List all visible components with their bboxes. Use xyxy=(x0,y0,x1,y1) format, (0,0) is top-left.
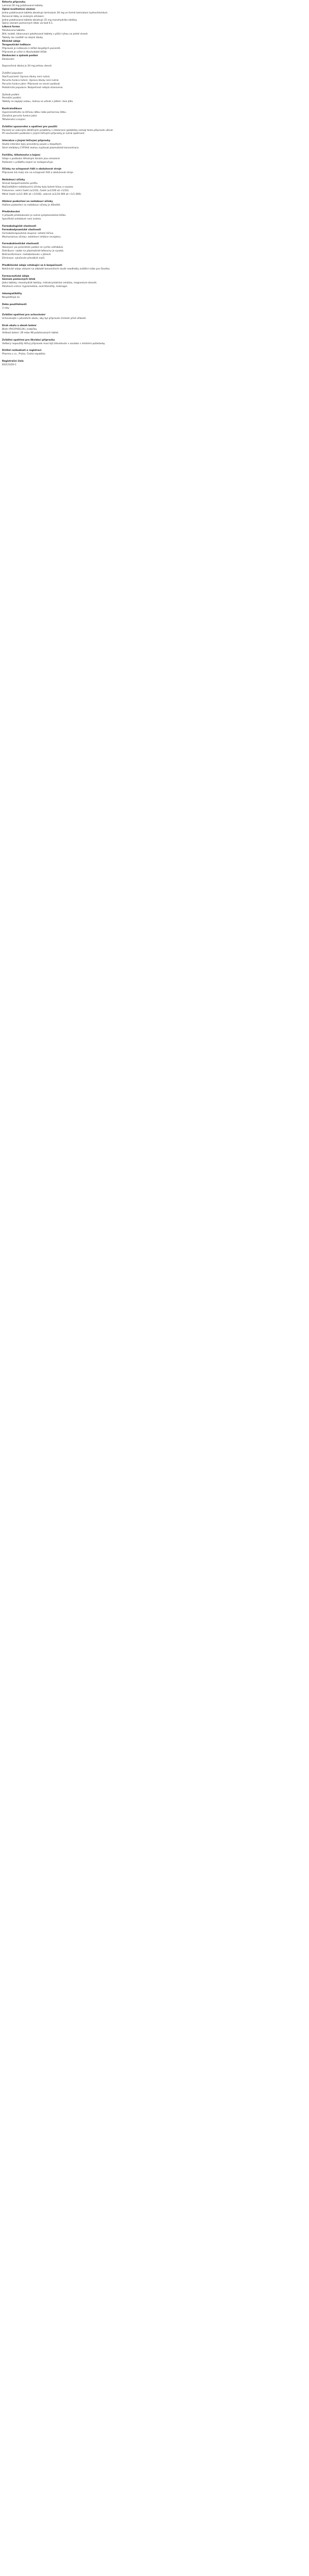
spacer xyxy=(2,122,213,126)
section-heading: Hlášení podezření na nežádoucí účinky xyxy=(2,200,53,203)
text-line: Hypersenzitivita na léčivou látku nebo pomocnou látku. xyxy=(2,111,67,114)
spacer xyxy=(2,104,213,108)
text-line: Starší pacienti: Úprava dávky není nutná. xyxy=(2,76,50,78)
text-line: Tablety se zapíjejí vodou, mohou se užívat s jídlem i bez jídla. xyxy=(2,100,74,104)
section-heading: Farmaceutické údaje xyxy=(2,275,29,278)
text-line: Závažná porucha funkce jater. xyxy=(2,114,38,117)
text-line: Přípravek je indikován k léčbě dospělých pacientů. xyxy=(2,47,61,50)
text-line: V případě předávkování je nutná symptomatická léčba. xyxy=(2,214,66,217)
section-heading: Terapeutické indikace xyxy=(2,43,31,46)
section-heading: Zvláštní opatření pro likvidaci přípravku xyxy=(2,338,55,342)
text-line: Při současném podávání s jinými léčivými přípravky je nutná opatrnost. xyxy=(2,132,85,135)
text-line: Pediatrická populace: Bezpečnost nebyla stanovena. xyxy=(2,86,63,89)
section-heading: Farmakokinetické vlastnosti xyxy=(2,243,39,246)
text-line: Neuplatňuje se. xyxy=(2,296,21,299)
text-line: Mechanismus účinku: selektivní inhibice receptoru. xyxy=(2,235,62,239)
text-line: Veškerý nepoužitý léčivý přípravek musí být zlikvidován v souladu s místními požadavky. xyxy=(2,342,106,345)
section-heading: Předklinické údaje vztahující se k bezpečnosti xyxy=(2,264,62,267)
section-heading: Léková forma xyxy=(2,26,20,29)
text-line: Pomocné látky se známým účinkem: xyxy=(2,15,45,18)
text-line: Blistr (PVC/PVDC/Al), krabička. xyxy=(2,328,38,331)
spacer xyxy=(2,150,213,154)
text-line: Studie interakcí byly provedeny pouze u dospělých. xyxy=(2,143,62,146)
section-heading: Inkompatibility xyxy=(2,293,22,296)
section-heading: Zvláštní upozornění a opatření pro použití xyxy=(2,125,58,128)
spacer xyxy=(2,261,213,264)
spacer xyxy=(2,357,213,360)
text-line: Potahovaná tableta. xyxy=(2,29,26,32)
section-heading: Rétorta přípravku xyxy=(2,1,26,4)
section-heading: Interakce s jinými léčivými přípravky xyxy=(2,140,50,143)
text-line: Pharma s.r.o., Praha, Česká republika xyxy=(2,353,45,356)
section-heading: Klinické údaje xyxy=(2,40,21,43)
spacer xyxy=(2,335,213,339)
section-heading: Kontraindikace xyxy=(2,108,22,111)
section-heading: Fertilita, těhotenství a kojení xyxy=(2,154,41,157)
spacer xyxy=(2,272,213,275)
text-line: Přípravek má malý vliv na schopnost řídit a obsluhovat stroje. xyxy=(2,172,74,175)
text-line: Perorální podání. xyxy=(2,97,22,100)
section-heading: Doba použitelnosti xyxy=(2,303,27,306)
text-line: Úplný seznam pomocných látek viz bod 6.1. xyxy=(2,22,54,25)
section-heading: Dávkování a způsob podání xyxy=(2,54,38,57)
section-heading: Registrační číslo xyxy=(2,360,24,363)
text-line: Údaje o podávání těhotným ženám jsou omezené. xyxy=(2,157,61,160)
text-line: Zvláštní populace xyxy=(2,72,23,75)
spacer xyxy=(2,300,213,303)
text-line: 3 roky xyxy=(2,307,9,310)
document-body xyxy=(0,0,215,367)
text-line: Neklinické údaje získané na základě konvenčních studií neodhalily zvláštní riziko pro člověka. xyxy=(2,267,111,270)
spacer xyxy=(2,207,213,211)
section-heading: Druh obalu a obsah balení xyxy=(2,325,37,328)
section-heading: Nežádoucí účinky xyxy=(2,179,25,182)
spacer xyxy=(2,222,213,225)
spacer xyxy=(2,289,213,293)
text-line: Silné inhibitory CYP3A4 mohou zvyšovat plazmatické koncentrace. xyxy=(2,147,80,150)
text-line: 83/123/20-C xyxy=(2,364,16,367)
text-line: Doporučená dávka je 20 mg jednou denně. xyxy=(2,65,53,68)
text-line: Porucha funkce jater: Přípravek se nesmí podávat. xyxy=(2,82,61,86)
text-line: Způsob podání xyxy=(2,93,20,96)
spacer xyxy=(2,175,213,179)
text-line: Uchovávejte v původním obalu, aby byl přípravek chráněn před vlhkostí. xyxy=(2,317,87,320)
section-heading: Předávkování xyxy=(2,211,20,214)
text-line: Laminal 20 mg potahované tablety xyxy=(2,4,43,7)
text-line: Eliminace: vylučován převážně močí. xyxy=(2,257,45,260)
section-heading: Držitel rozhodnutí o registraci xyxy=(2,349,42,352)
text-line: Absorpce: po perorálním podání se rychle vstřebává. xyxy=(2,246,64,249)
spacer xyxy=(2,197,213,200)
text-line: Dávkování xyxy=(2,58,14,61)
text-line: Frekvence: velmi časté (≥1/10), časté (≥1/100 až <1/10). xyxy=(2,189,70,192)
text-line: Těhotenství a kojení. xyxy=(2,118,26,121)
text-line: Podávání v průběhu kojení se nedoporučuje. xyxy=(2,161,54,164)
section-heading: Úplné kvalitativní složení xyxy=(2,8,36,11)
text-line: Jedna potahovaná tableta obsahuje 35 mg monohydrátu laktózy. xyxy=(2,19,77,22)
text-line: Specifické antidotum není známo. xyxy=(2,218,42,221)
text-line: Tablety lze rozdělit na stejné dávky. xyxy=(2,37,43,40)
text-line: Biotransformace: metabolizován v játrech. xyxy=(2,253,52,257)
text-line: Jedna potahovaná tableta obsahuje laminalum 20 mg ve formě laminalum hydrochloridum. xyxy=(2,11,108,14)
text-line: Jádro tablety: monohydrát laktózy, mikrokrystalická celulóza, magnesium-stearát. xyxy=(2,282,97,285)
section-heading: Zvláštní opatření pro uchovávání xyxy=(2,314,45,317)
section-heading: Účinky na schopnost řídit a obsluhovat stroje xyxy=(2,168,62,171)
text-line: Méně časté (≥1/1 000 až <1/100), vzácné (≥1/10 000 až <1/1 000). xyxy=(2,193,82,196)
text-line: Porucha funkce ledvin: Úprava dávky není nutná. xyxy=(2,79,59,82)
text-line: Shrnutí bezpečnostního profilu xyxy=(2,182,38,185)
text-line: Bílé, kulaté, bikonvexní potahované tablety s půlicí rýhou na jedné straně. xyxy=(2,33,89,36)
spacer xyxy=(2,69,213,72)
text-line: Hlášení podezření na nežádoucí účinky je důležité. xyxy=(2,204,61,207)
text-line: Nejčastějšími nežádoucími účinky byly bolest hlavy a nauzea. xyxy=(2,185,74,189)
text-line: Potahová vrstva: hypromelóza, oxid titaničitý, makrogol. xyxy=(2,285,68,289)
text-line: Farmakoterapeutická skupina: ostatní léčiva. xyxy=(2,232,54,235)
section-heading: Seznam pomocných látek xyxy=(2,278,36,281)
text-line: Přípravek je určen k dlouhodobé léčbě. xyxy=(2,50,47,54)
spacer xyxy=(2,90,213,94)
text-line: Pacienti se vzácnými dědičnými problémy s intolerancí galaktózy nemají tento přípravek užívat. xyxy=(2,129,114,132)
section-heading: Farmakodynamické vlastnosti xyxy=(2,228,41,231)
section-heading: Farmakologické vlastnosti xyxy=(2,225,37,228)
text-line: Distribuce: vazba na plazmatické bílkoviny je vysoká. xyxy=(2,250,64,253)
text-line: Velikost balení: 28 nebo 98 potahovaných tablet. xyxy=(2,331,59,334)
